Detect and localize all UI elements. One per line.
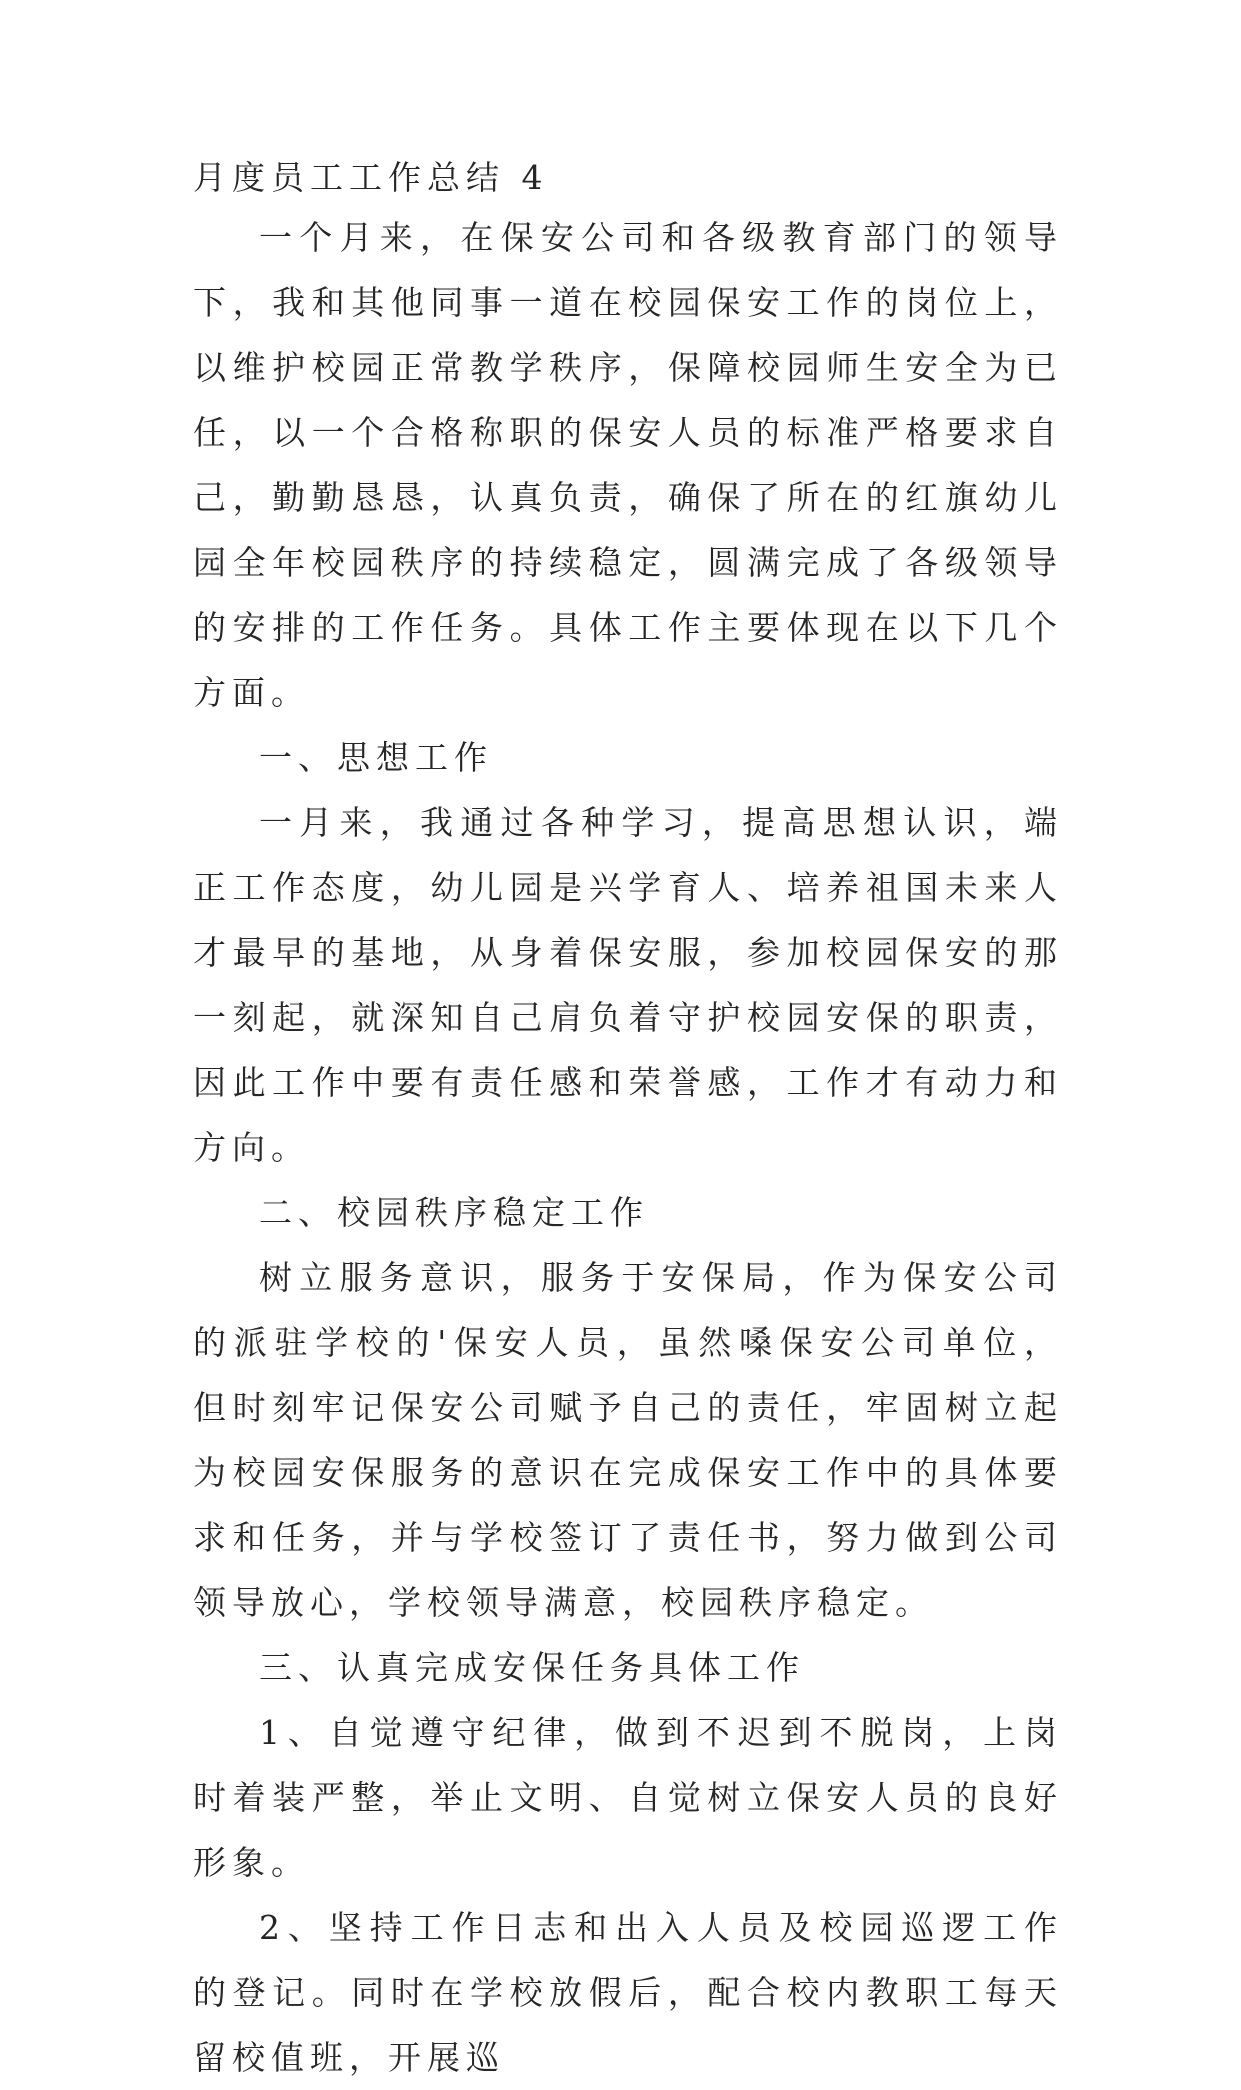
paragraph-intro: 一个月来，在保安公司和各级教育部门的领导下，我和其他同事一道在校园保安工作的岗位上，以维护校园正常教学秩序，保障校园师生安全为已任，以一个合格称职的保安人员的标准严格要求自己，勤勤恳恳，认真负责，确保了所在的红旗幼儿园全年校园秩序的持续稳定，圆满完成了各级领导的安排的工作任务。具体工作主要体现在以下几个方面。 bbox=[193, 218, 1063, 712]
paragraph-order: 树立服务意识，服务于安保局，作为保安公司的派驻学校的'保安人员，虽然嗓保安公司单位，但时刻牢记保安公司赋予自己的责任，牢固树立起为校园安保服务的意识在完成保安工作中的具体要求和任务，并与学校签订了责任书，努力做到公司领导放心，学校领导满意，校园秩序稳定。 bbox=[193, 1258, 1063, 1622]
paragraph-task-1: 1、自觉遵守纪律，做到不迟到不脱岗，上岗时着装严整，举止文明、自觉树立保安人员的良好形象。 bbox=[193, 1713, 1063, 1882]
document-title: 月度员工工作总结 4 bbox=[193, 158, 549, 197]
document-body bbox=[193, 145, 1063, 2090]
paragraph-ideology: 一月来，我通过各种学习，提高思想认识，端正工作态度，幼儿园是兴学育人、培养祖国未来人才最早的基地，从身着保安服，参加校园保安的那一刻起，就深知自己肩负着守护校园安保的职责，因此工作中要有责任感和荣誉感，工作才有动力和方向。 bbox=[193, 803, 1063, 1167]
section-heading-ideology: 一、思想工作 bbox=[259, 738, 493, 777]
section-heading-order: 二、校园秩序稳定工作 bbox=[259, 1193, 649, 1232]
section-heading-tasks: 三、认真完成安保任务具体工作 bbox=[259, 1648, 805, 1687]
paragraph-task-2: 2、坚持工作日志和出入人员及校园巡逻工作的登记。同时在学校放假后，配合校内教职工每天留校值班，开展巡 bbox=[193, 1908, 1063, 2077]
